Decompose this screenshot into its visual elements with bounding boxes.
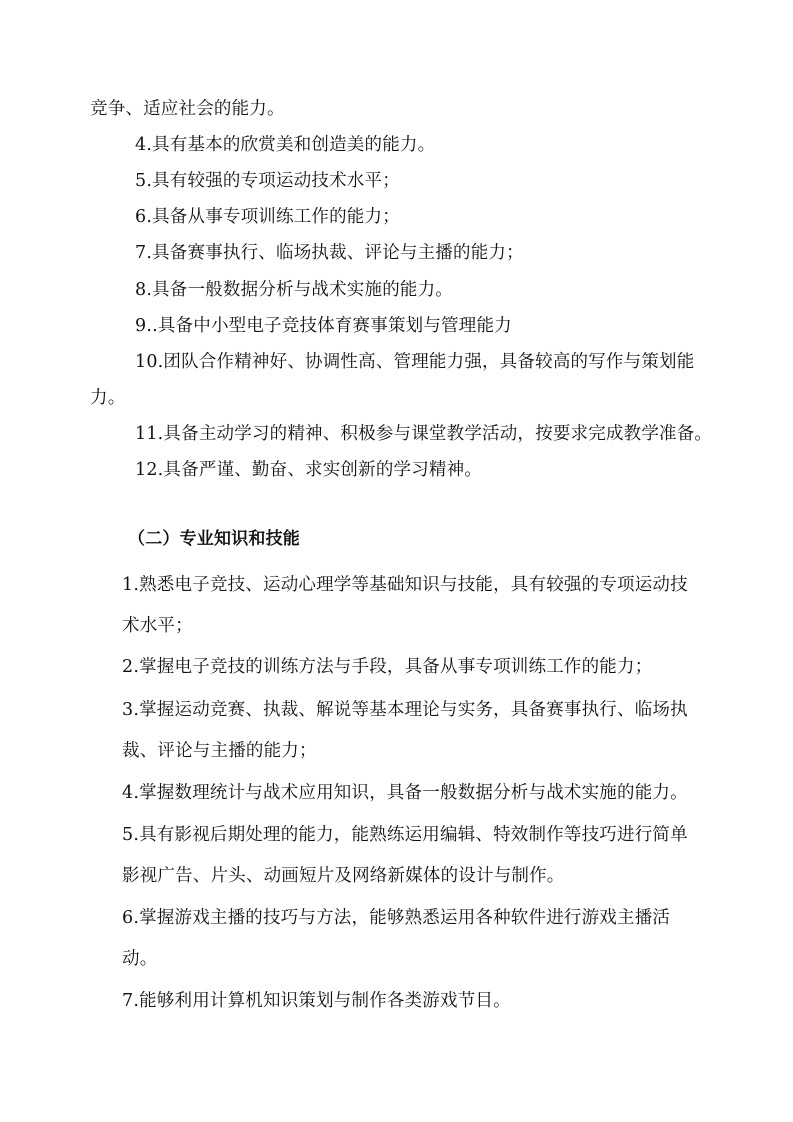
ability-item-6: 6.具备从事专项训练工作的能力； xyxy=(135,207,400,227)
ability-item-10-line1: 10.团队合作精神好、协调性高、管理能力强，具备较高的写作与策划能 xyxy=(135,352,695,372)
skill-item-3-line2: 裁、评论与主播的能力； xyxy=(122,741,317,761)
ability-item-10-line2: 力。 xyxy=(90,388,126,408)
skill-item-1-line2: 术水平； xyxy=(122,616,193,636)
ability-item-5: 5.具有较强的专项运动技术水平； xyxy=(135,171,400,191)
ability-item-8: 8.具备一般数据分析与战术实施的能力。 xyxy=(135,280,453,300)
skill-item-3-line1: 3.掌握运动竞赛、执裁、解说等基本理论与实务，具备赛事执行、临场执 xyxy=(122,700,688,720)
ability-item-9: 9..具备中小型电子竞技体育赛事策划与管理能力 xyxy=(135,316,512,336)
ability-item-7: 7.具备赛事执行、临场执裁、评论与主播的能力； xyxy=(135,243,524,263)
skill-item-6-line1: 6.掌握游戏主播的技巧与方法，能够熟悉运用各种软件进行游戏主播活 xyxy=(122,908,671,928)
ability-item-4: 4.具有基本的欣赏美和创造美的能力。 xyxy=(135,135,436,155)
ability-item-12: 12.具备严谨、勤奋、求实创新的学习精神。 xyxy=(135,460,483,480)
skill-item-5-line2: 影视广告、片头、动画短片及网络新媒体的设计与制作。 xyxy=(122,866,565,886)
skill-item-4: 4.掌握数理统计与战术应用知识，具备一般数据分析与战术实施的能力。 xyxy=(122,783,688,803)
skill-item-2: 2.掌握电子竞技的训练方法与手段，具备从事专项训练工作的能力； xyxy=(122,657,653,677)
skill-item-5-line1: 5.具有影视后期处理的能力，能熟练运用编辑、特效制作等技巧进行简单 xyxy=(122,825,688,845)
skill-item-7: 7.能够利用计算机知识策划与制作各类游戏节目。 xyxy=(122,991,511,1011)
skill-item-1-line1: 1.熟悉电子竞技、运动心理学等基础知识与技能，具有较强的专项运动技 xyxy=(122,575,688,595)
continuation-line: 竞争、适应社会的能力。 xyxy=(90,99,285,119)
skill-item-6-line2: 动。 xyxy=(122,949,158,969)
section-heading-knowledge-skills: （二）专业知识和技能 xyxy=(128,529,300,549)
ability-item-11: 11.具备主动学习的精神、积极参与课堂教学活动，按要求完成教学准备。 xyxy=(135,424,713,444)
